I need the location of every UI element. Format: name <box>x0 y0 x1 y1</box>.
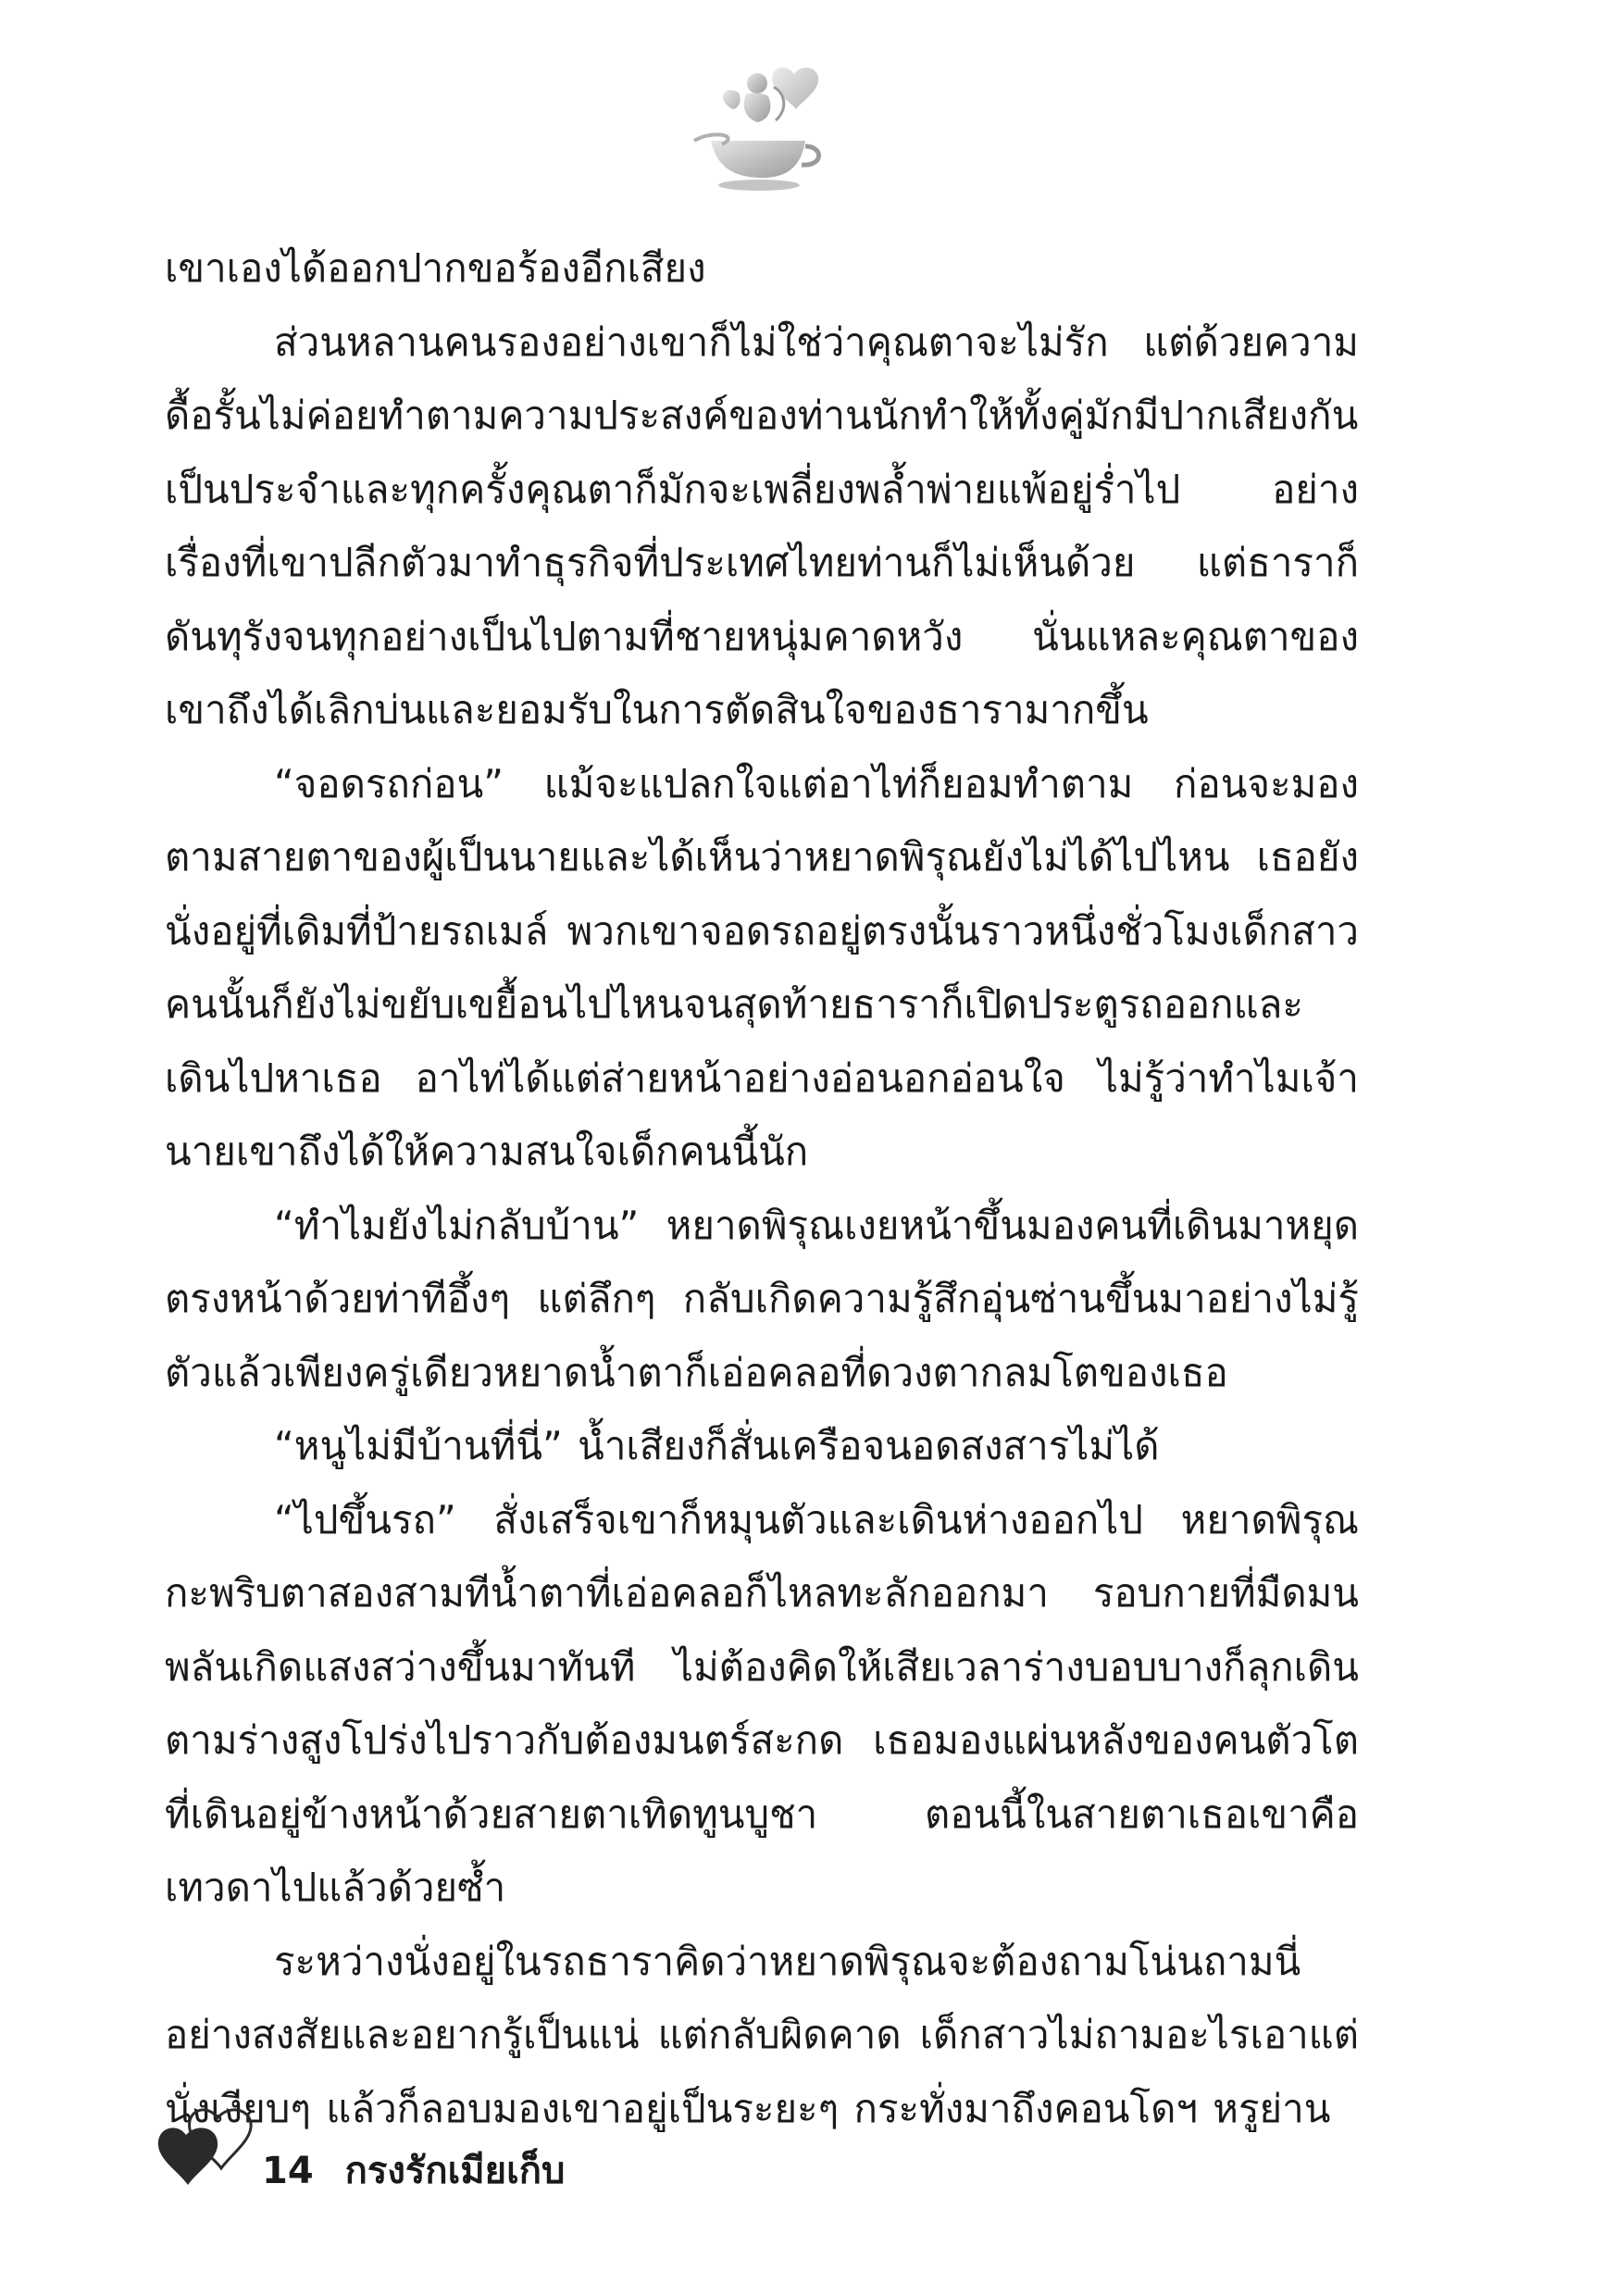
hearts-icon <box>153 2102 255 2190</box>
paragraph: “หนูไม่มีบ้านที่นี่” น้ำเสียงก็สั่นเครือจนอดสงสารไม่ได้ <box>274 1423 1160 1468</box>
paragraph: “ไปขึ้นรถ” สั่งเสร็จเขาก็หมุนตัวและเดินห่างออกไป หยาดพิรุณกะพริบตาสองสามทีน้ำตาที่เอ่อคลอก็ไหลทะลักออกมา รอบกายที่มืดมนพลันเกิดแสงสว่างขึ้นมาทันที ไม่ต้องคิดให้เสียเวลาร่างบอบบางก็ลุกเดินตามร่างสูงโปร่งไปราวกับต้องมนตร์สะกด เธอมองแผ่นหลังของคนตัวโตที่เดินอยู่ข้างหน้าด้วยสายตาเทิดทูนบูชา ตอนนี้ในสายตาเธอเขาคือเทวดาไปแล้วด้วยซ้ำ <box>165 1496 1359 1910</box>
paragraph: “ทำไมยังไม่กลับบ้าน” หยาดพิรุณเงยหน้าขึ้นมองคนที่เดินมาหยุดตรงหน้าด้วยท่าทีอึ้งๆ แต่ลึกๆ กลับเกิดความรู้สึกอุ่นซ่านขึ้นมาอย่างไม่รู้ตัวแล้วเพียงครู่เดียวหยาดน้ำตาก็เอ่อคลอที่ดวงตากลมโตของเธอ <box>165 1202 1359 1395</box>
paragraph: “จอดรถก่อน” แม้จะแปลกใจแต่อาไท่ก็ยอมทำตาม ก่อนจะมองตามสายตาของผู้เป็นนายและได้เห็นว่าหยาดพิรุณยังไม่ได้ไปไหน เธอยังนั่งอยู่ที่เดิมที่ป้ายรถเมล์ พวกเขาจอดรถอยู่ตรงนั้นราวหนึ่งชั่วโมงเด็กสาวคนนั้นก็ยังไม่ขยับเขยื้อนไปไหนจนสุดท้ายธาราก็เปิดประตูรถออกและเดินไปหาเธอ อาไท่ได้แต่ส่ายหน้าอย่างอ่อนอกอ่อนใจ ไม่รู้ว่าทำไมเจ้านายเขาถึงได้ให้ความสนใจเด็กคนนี้นัก <box>165 760 1359 1174</box>
page-number: 14 <box>262 2150 314 2192</box>
book-title: กรงรักเมียเก็บ <box>344 2150 566 2192</box>
paragraph: ส่วนหลานคนรองอย่างเขาก็ไม่ใช่ว่าคุณตาจะไม่รัก แต่ด้วยความดื้อรั้นไม่ค่อยทำตามความประสงค์ของท่านนักทำให้ทั้งคู่มักมีปากเสียงกันเป็นประจำและทุกครั้งคุณตาก็มักจะเพลี่ยงพล้ำพ่ายแพ้อยู่ร่ำไป อย่างเรื่องที่เขาปลีกตัวมาทำธุรกิจที่ประเทศไทยท่านก็ไม่เห็นด้วย แต่ธาราก็ดันทุรังจนทุกอย่างเป็นไปตามที่ชายหนุ่มคาดหวัง นั่นแหละคุณตาของเขาถึงได้เลิกบ่นและยอมรับในการตัดสินใจของธารามากขึ้น <box>165 318 1359 732</box>
paragraph: ระหว่างนั่งอยู่ในรถธาราคิดว่าหยาดพิรุณจะต้องถามโน่นถามนี่อย่างสงสัยและอยากรู้เป็นแน่ แต่กลับผิดคาด เด็กสาวไม่ถามอะไรเอาแต่นั่งเงียบๆ แล้วก็ลอบมองเขาอยู่เป็นระยะๆ กระทั่งมาถึงคอนโดฯ หรูย่าน <box>165 1938 1359 2131</box>
cupid-teacup-ornament-icon <box>685 56 833 194</box>
paragraph: เขาเองได้ออกปากขอร้องอีกเสียง <box>165 245 706 291</box>
page-footer <box>153 2102 986 2203</box>
footer-text <box>262 2140 565 2200</box>
body-text <box>165 231 1359 2145</box>
